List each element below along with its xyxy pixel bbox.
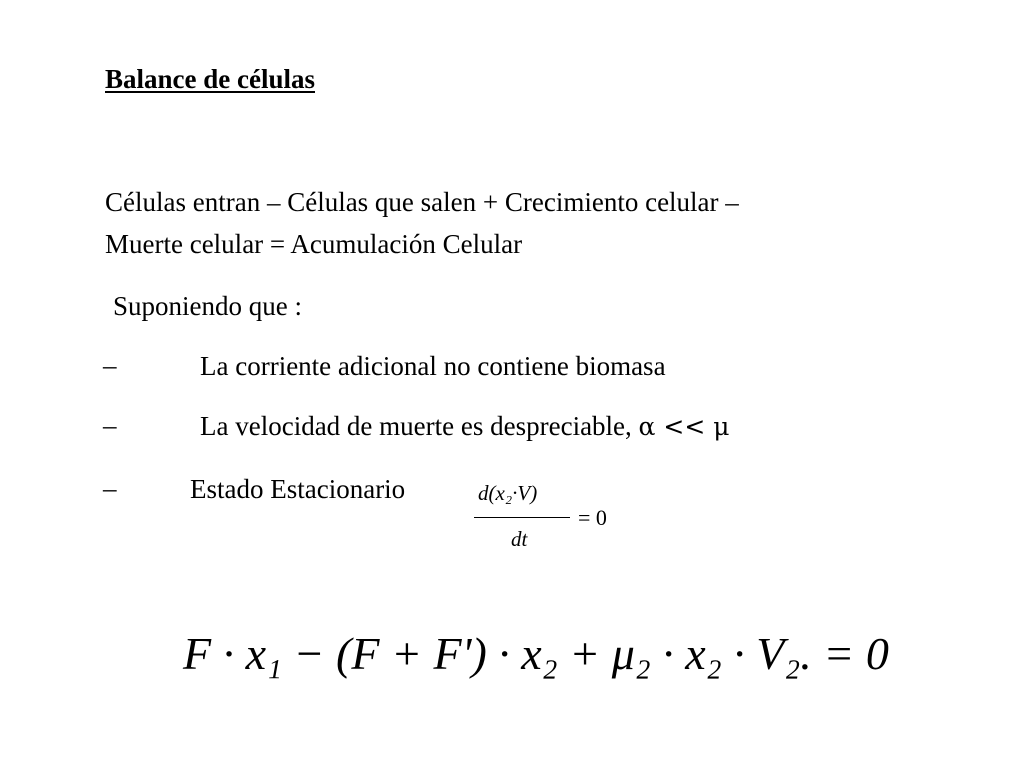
bullet-dash: – <box>103 473 117 503</box>
fraction-bar <box>474 517 570 518</box>
slide-title: Balance de células <box>105 64 315 94</box>
assumption-no-biomass: La corriente adicional no contiene biomasa <box>200 351 666 381</box>
assumption-negligible-death <box>200 410 729 442</box>
derivative-numerator: d(x₂·V) <box>478 481 538 505</box>
assumption-negligible-death-text: La velocidad de muerte es despreciable, <box>200 411 632 441</box>
balance-statement-line-2: Muerte celular = Acumulación Celular <box>105 229 523 259</box>
balance-statement-line-1: Células entran – Células que salen + Crecimiento celular – <box>105 187 739 217</box>
assumptions-intro: Suponiendo que : <box>113 291 302 321</box>
bullet-dash: – <box>103 350 117 380</box>
alpha-much-less-than-mu: α << μ <box>638 412 730 441</box>
bullet-dash: – <box>103 410 117 440</box>
assumption-steady-state: Estado Estacionario <box>190 474 406 504</box>
derivative-equals-zero: = 0 <box>578 505 607 530</box>
derivative-denominator: dt <box>511 527 528 551</box>
cell-balance-equation: F · x₁ − (F + F') · x₂ + μ₂ · x₂ · V₂. = 0 <box>183 628 889 679</box>
